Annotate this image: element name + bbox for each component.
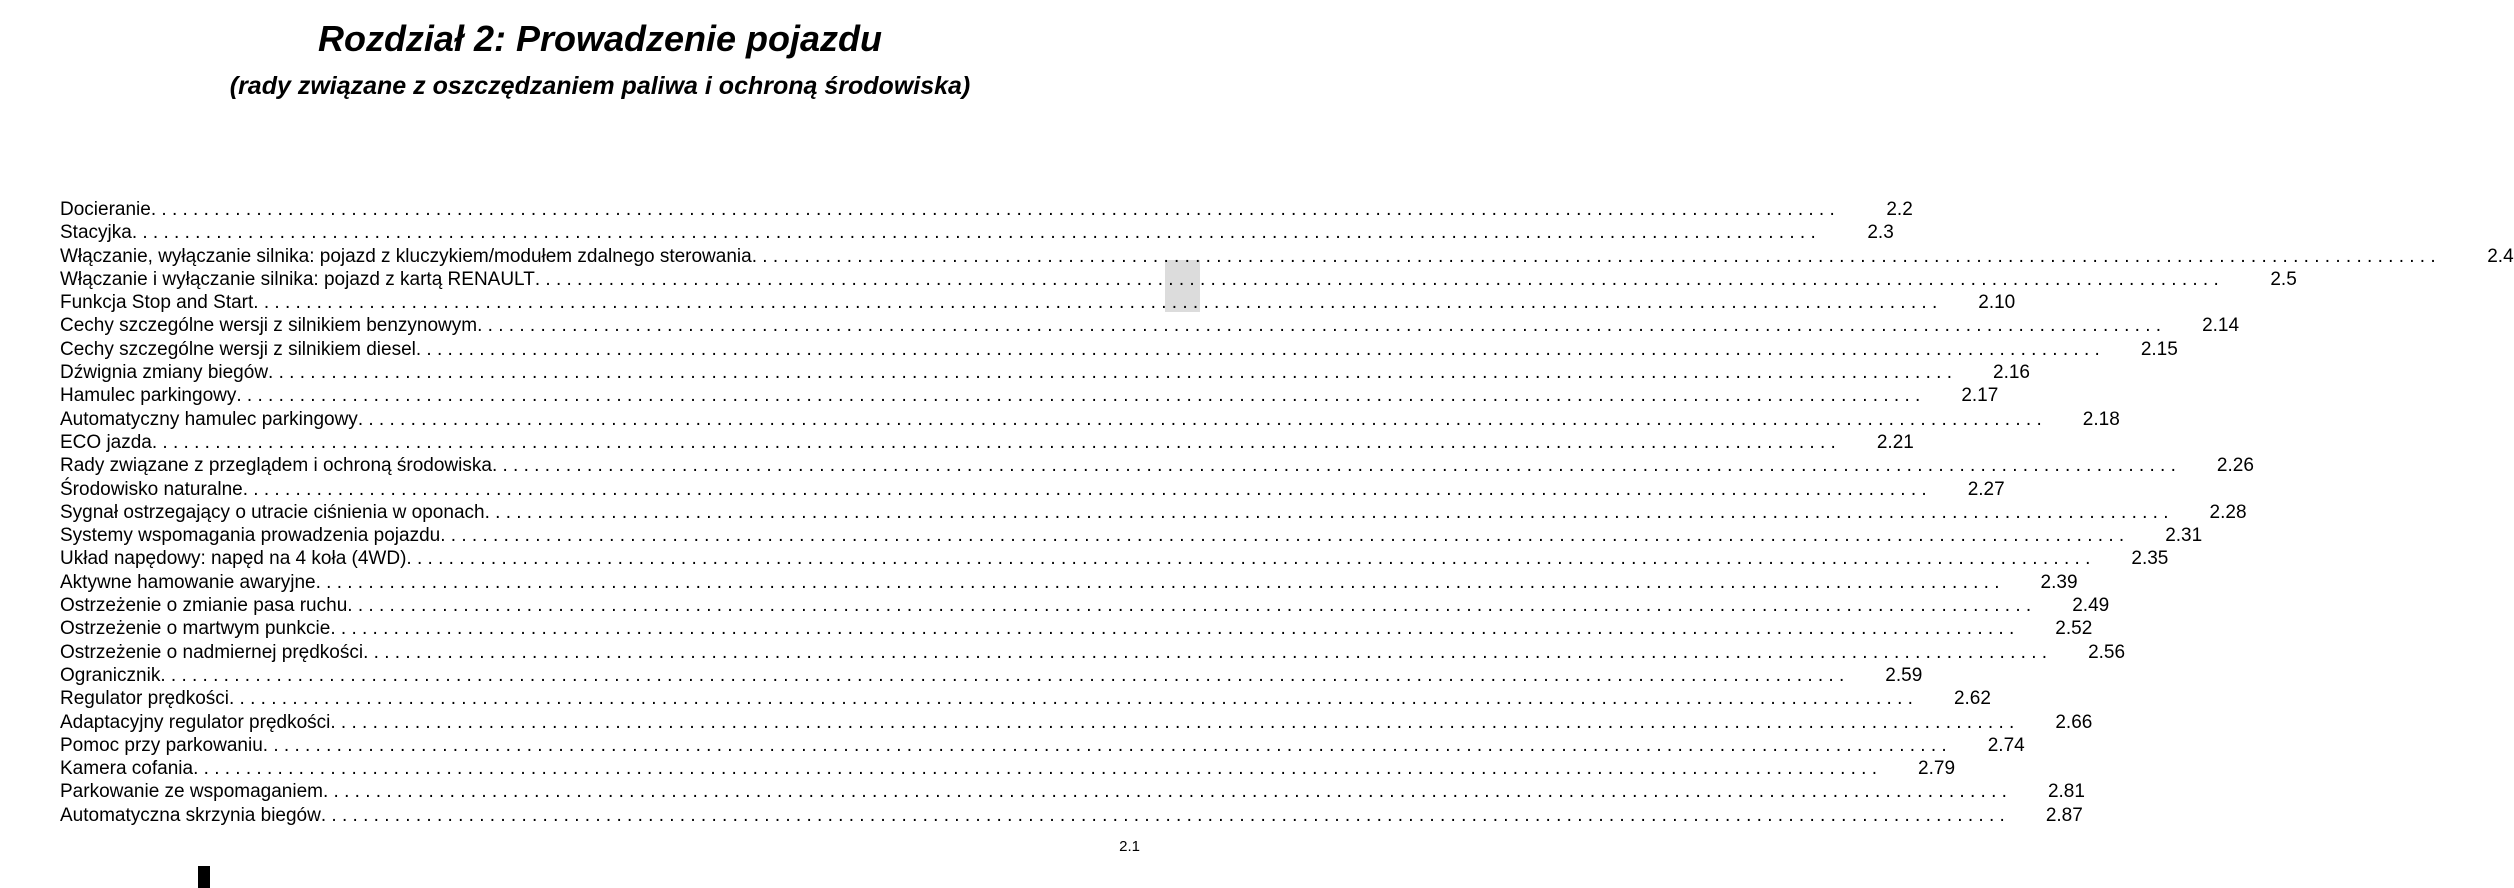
toc-entry-page: 2.16 <box>1993 362 2030 384</box>
toc-entry[interactable] <box>60 454 2254 477</box>
toc-leader-dots: . . . . . . . . . . . . . . . . . . . . . . . . . . . . . . . . . . . . . . . . . . . . . . . . . . . . . . . . . . . . . . . . . . . . . . . . . . . . . . . . . . . . . . . . . . . . . . . . . . . . . . . . . . . . . . . . . . . . . . . . . . . . . . . . . . . . . . . . . . . . . . . . . . . . . . . . . . . . . . . . <box>322 781 2007 803</box>
toc-entry-page: 2.56 <box>2088 641 2126 663</box>
toc-entry-page: 2.39 <box>2040 571 2078 593</box>
toc-entry-label: Ostrzeżenie o nadmiernej prędkości <box>60 641 364 663</box>
toc-entry[interactable] <box>60 338 2178 361</box>
toc-leader-dots: . . . . . . . . . . . . . . . . . . . . . . . . . . . . . . . . . . . . . . . . . . . . . . . . . . . . . . . . . . . . . . . . . . . . . . . . . . . . . . . . . . . . . . . . . . . . . . . . . . . . . . . . . . . . . . . . . . . . . . . . . . . . . . . . . . . . . . . . . . . . . . . . . . . . . . . . . . . . . . . . <box>415 338 2100 360</box>
toc-entry[interactable] <box>60 780 2085 803</box>
toc-leader-dots: . . . . . . . . . . . . . . . . . . . . . . . . . . . . . . . . . . . . . . . . . . . . . . . . . . . . . . . . . . . . . . . . . . . . . . . . . . . . . . . . . . . . . . . . . . . . . . . . . . . . . . . . . . . . . . . . . . . . . . . . . . . . . . . . . . . . . . . . . . . . . . . . . . . . . . . . . . . . . . . . <box>228 688 1913 710</box>
toc-entry-page: 2.10 <box>1978 292 2016 314</box>
toc-entry[interactable] <box>60 594 2110 617</box>
toc-entry-page: 2.27 <box>1967 478 2005 500</box>
toc-entry-label: Cechy szczególne wersji z silnikiem diesel <box>60 338 416 360</box>
toc-leader-dots: . . . . . . . . . . . . . . . . . . . . . . . . . . . . . . . . . . . . . . . . . . . . . . . . . . . . . . . . . . . . . . . . . . . . . . . . . . . . . . . . . . . . . . . . . . . . . . . . . . . . . . . . . . . . . . . . . . . . . . . . . . . . . . . . . . . . . . . . . . . . . . . . . . . . . . . . . . . . . . . . <box>440 525 2125 547</box>
toc-entry[interactable] <box>60 804 2083 827</box>
toc-leader-dots: . . . . . . . . . . . . . . . . . . . . . . . . . . . . . . . . . . . . . . . . . . . . . . . . . . . . . . . . . . . . . . . . . . . . . . . . . . . . . . . . . . . . . . . . . . . . . . . . . . . . . . . . . . . . . . . . . . . . . . . . . . . . . . . . . . . . . . . . . . . . . . . . . . . . . . . . . . . . . . . . <box>268 362 1952 384</box>
chapter-title: Rozdział 2: Prowadzenie pojazdu <box>317 18 883 59</box>
toc-entry-page: 2.28 <box>2209 501 2247 523</box>
toc-entry-page: 2.49 <box>2072 595 2110 617</box>
toc-leader-dots: . . . . . . . . . . . . . . . . . . . . . . . . . . . . . . . . . . . . . . . . . . . . . . . . . . . . . . . . . . . . . . . . . . . . . . . . . . . . . . . . . . . . . . . . . . . . . . . . . . . . . . . . . . . . . . . . . . . . . . . . . . . . . . . . . . . . . . . . . . . . . . . . . . . . . . . . . . . . . . . . <box>320 804 2005 826</box>
toc-entry-label: Automatyczna skrzynia biegów <box>60 804 321 826</box>
toc-entry[interactable] <box>60 757 1956 780</box>
toc-entry[interactable] <box>60 198 1913 221</box>
toc-entry[interactable] <box>60 221 1894 244</box>
toc-leader-dots: . . . . . . . . . . . . . . . . . . . . . . . . . . . . . . . . . . . . . . . . . . . . . . . . . . . . . . . . . . . . . . . . . . . . . . . . . . . . . . . . . . . . . . . . . . . . . . . . . . . . . . . . . . . . . . . . . . . . . . . . . . . . . . . . . . . . . . . . . . . . . . . . . . . . . . . . . . . . . . . . <box>363 641 2048 663</box>
toc-entry-page: 2.18 <box>2082 408 2120 430</box>
toc-entry-label: Regulator prędkości <box>60 688 229 710</box>
chapter-subtitle: (rady związane z oszczędzaniem paliwa i ochroną środowiska) <box>229 72 971 100</box>
toc-leader-dots: . . . . . . . . . . . . . . . . . . . . . . . . . . . . . . . . . . . . . . . . . . . . . . . . . . . . . . . . . . . . . . . . . . . . . . . . . . . . . . . . . . . . . . . . . . . . . . . . . . . . . . . . . . . . . . . . . . . . . . . . . . . . . . . . . . . . . . . . . . . . . . . . . . . . . . . . . . . . . . . . <box>484 501 2169 523</box>
toc-entry-label: Ogranicznik <box>60 664 161 686</box>
toc-entry-label: Ostrzeżenie o zmianie pasa ruchu <box>60 595 348 617</box>
toc-leader-dots: . . . . . . . . . . . . . . . . . . . . . . . . . . . . . . . . . . . . . . . . . . . . . . . . . . . . . . . . . . . . . . . . . . . . . . . . . . . . . . . . . . . . . . . . . . . . . . . . . . . . . . . . . . . . . . . . . . . . . . . . . . . . . . . . . . . . . . . . . . . . . . . . . . . . . . . . . . . . . . . . <box>193 758 1878 780</box>
toc-leader-dots: . . . . . . . . . . . . . . . . . . . . . . . . . . . . . . . . . . . . . . . . . . . . . . . . . . . . . . . . . . . . . . . . . . . . . . . . . . . . . . . . . . . . . . . . . . . . . . . . . . . . . . . . . . . . . . . . . . . . . . . . . . . . . . . . . . . . . . . . . . . . . . . . . . . . . . . . . . . . . . . . <box>236 385 1921 407</box>
toc-entry[interactable] <box>60 524 2203 547</box>
toc-entry-page: 2.59 <box>1885 664 1923 686</box>
toc-entry-page: 2.81 <box>2047 781 2085 803</box>
toc-leader-dots: . . . . . . . . . . . . . . . . . . . . . . . . . . . . . . . . . . . . . . . . . . . . . . . . . . . . . . . . . . . . . . . . . . . . . . . . . . . . . . . . . . . . . . . . . . . . . . . . . . . . . . . . . . . . . . . . . . . . . . . . . . . . . . . . . . . . . . . . . . . . . . . . . . . . . . . . . . . . . . . . <box>330 711 2015 733</box>
toc-entry[interactable] <box>60 384 1999 407</box>
toc-entry-page: 2.52 <box>2055 618 2093 640</box>
toc-entry-page: 2.62 <box>1953 688 1991 710</box>
toc-entry-label: Hamulec parkingowy <box>60 385 237 407</box>
table-of-contents <box>60 198 2514 827</box>
toc-entry-label: Cechy szczególne wersji z silnikiem benzynowym <box>60 315 478 337</box>
toc-entry-label: Pomoc przy parkowaniu <box>60 734 263 756</box>
toc-entry-label: Układ napędowy: napęd na 4 koła (4WD) <box>60 548 407 570</box>
toc-entry[interactable] <box>60 617 2093 640</box>
page-number: 2.1 <box>1119 838 1140 855</box>
toc-entry[interactable] <box>60 314 2240 337</box>
toc-leader-dots: . . . . . . . . . . . . . . . . . . . . . . . . . . . . . . . . . . . . . . . . . . . . . . . . . . . . . . . . . . . . . . . . . . . . . . . . . . . . . . . . . . . . . . . . . . . . . . . . . . . . . . . . . . . . . . . . . . . . . . . . . . . . . . . . . . . . . . . . . . . . . . . . . . . . . . . . . . . . . . . . <box>160 664 1845 686</box>
toc-entry-page: 2.79 <box>1918 758 1956 780</box>
toc-entry-page: 2.3 <box>1867 222 1894 244</box>
toc-leader-dots: . . . . . . . . . . . . . . . . . . . . . . . . . . . . . . . . . . . . . . . . . . . . . . . . . . . . . . . . . . . . . . . . . . . . . . . . . . . . . . . . . . . . . . . . . . . . . . . . . . . . . . . . . . . . . . . . . . . . . . . . . . . . . . . . . . . . . . . . . . . . . . . . . . . . . . . . . . . . . . . . <box>242 478 1927 500</box>
toc-leader-dots: . . . . . . . . . . . . . . . . . . . . . . . . . . . . . . . . . . . . . . . . . . . . . . . . . . . . . . . . . . . . . . . . . . . . . . . . . . . . . . . . . . . . . . . . . . . . . . . . . . . . . . . . . . . . . . . . . . . . . . . . . . . . . . . . . . . . . . . . . . . . . . . . . . . . . . . . . . . . . . . . <box>406 548 2091 570</box>
toc-entry-label: Docieranie <box>60 199 151 220</box>
toc-entry[interactable] <box>60 571 2078 594</box>
toc-entry-label: Włączanie i wyłączanie silnika: pojazd z kartą RENAULT <box>60 268 535 290</box>
toc-leader-dots: . . . . . . . . . . . . . . . . . . . . . . . . . . . . . . . . . . . . . . . . . . . . . . . . . . . . . . . . . . . . . . . . . . . . . . . . . . . . . . . . . . . . . . . . . . . . . . . . . . . . . . . . . . . . . . . . . . . . . . . . . . . . . . . . . . . . . . . . . . . . . . . . . . . . . . . . . . . . . . . . <box>131 222 1816 244</box>
toc-entry[interactable] <box>60 478 2005 501</box>
toc-entry-page: 2.35 <box>2131 548 2169 570</box>
toc-leader-dots: . . . . . . . . . . . . . . . . . . . . . . . . . . . . . . . . . . . . . . . . . . . . . . . . . . . . . . . . . . . . . . . . . . . . . . . . . . . . . . . . . . . . . . . . . . . . . . . . . . . . . . . . . . . . . . . . . . . . . . . . . . . . . . . . . . . . . . . . . . . . . . . . . . . . . . . . . . . . . . . . <box>347 595 2032 617</box>
toc-entry-page: 2.26 <box>2216 455 2254 477</box>
toc-entry-label: Automatyczny hamulec parkingowy <box>60 408 358 430</box>
toc-entry[interactable] <box>60 501 2247 524</box>
toc-leader-dots: . . . . . . . . . . . . . . . . . . . . . . . . . . . . . . . . . . . . . . . . . . . . . . . . . . . . . . . . . . . . . . . . . . . . . . . . . . . . . . . . . . . . . . . . . . . . . . . . . . . . . . . . . . . . . . . . . . . . . . . . . . . . . . . . . . . . . . . . . . . . . . . . . . . . . . . . . . . . . . . . <box>253 292 1938 314</box>
toc-entry-label: Funkcja Stop and Start <box>60 292 254 314</box>
toc-entry-page: 2.17 <box>1961 385 1999 407</box>
toc-entry-label: Stacyjka <box>60 222 132 244</box>
toc-entry-label: Środowisko naturalne <box>60 478 243 500</box>
toc-entry[interactable] <box>60 641 2126 664</box>
toc-leader-dots: . . . . . . . . . . . . . . . . . . . . . . . . . . . . . . . . . . . . . . . . . . . . . . . . . . . . . . . . . . . . . . . . . . . . . . . . . . . . . . . . . . . . . . . . . . . . . . . . . . . . . . . . . . . . . . . . . . . . . . . . . . . . . . . . . . . . . . . . . . . . . . . . . . . . . . . . . . . . . . . . <box>330 618 2015 640</box>
toc-entry-label: Ostrzeżenie o martwym punkcie <box>60 618 331 640</box>
crop-mark <box>198 866 210 888</box>
toc-entry-page: 2.14 <box>2202 315 2240 337</box>
toc-entry-label: Włączanie, wyłączanie silnika: pojazd z kluczykiem/modułem zdalnego sterowania <box>60 245 752 267</box>
toc-leader-dots: . . . . . . . . . . . . . . . . . . . . . . . . . . . . . . . . . . . . . . . . . . . . . . . . . . . . . . . . . . . . . . . . . . . . . . . . . . . . . . . . . . . . . . . . . . . . . . . . . . . . . . . . . . . . . . . . . . . . . . . . . . . . . . . . . . . . . . . . . . . . . . . . . . . . . . . . . . . . . . . . <box>477 315 2162 337</box>
toc-entry-label: Sygnał ostrzegający o utracie ciśnienia w oponach <box>60 501 485 523</box>
toc-leader-dots: . . . . . . . . . . . . . . . . . . . . . . . . . . . . . . . . . . . . . . . . . . . . . . . . . . . . . . . . . . . . . . . . . . . . . . . . . . . . . . . . . . . . . . . . . . . . . . . . . . . . . . . . . . . . . . . . . . . . . . . . . . . . . . . . . . . . . . . . . . . . . . . . . . . . . . . . . . . . . . . . <box>262 734 1947 756</box>
toc-leader-dots: . . . . . . . . . . . . . . . . . . . . . . . . . . . . . . . . . . . . . . . . . . . . . . . . . . . . . . . . . . . . . . . . . . . . . . . . . . . . . . . . . . . . . . . . . . . . . . . . . . . . . . . . . . . . . . . . . . . . . . . . . . . . . . . . . . . . . . . . . . . . . . . . . . . . . . . . . . . . . . . . <box>315 571 2000 593</box>
toc-entry[interactable] <box>60 547 2169 570</box>
toc-leader-dots: . . . . . . . . . . . . . . . . . . . . . . . . . . . . . . . . . . . . . . . . . . . . . . . . . . . . . . . . . . . . . . . . . . . . . . . . . . . . . . . . . . . . . . . . . . . . . . . . . . . . . . . . . . . . . . . . . . . . . . . . . . . . . . . . . . . . . . . . . . . . . . . . . . . . . . . . . . . . . . . . <box>150 199 1835 220</box>
toc-entry[interactable] <box>60 361 2030 384</box>
toc-entry[interactable] <box>60 408 2120 431</box>
toc-entry[interactable] <box>60 687 1991 710</box>
toc-leader-dots: . . . . . . . . . . . . . . . . . . . . . . . . . . . . . . . . . . . . . . . . . . . . . . . . . . . . . . . . . . . . . . . . . . . . . . . . . . . . . . . . . . . . . . . . . . . . . . . . . . . . . . . . . . . . . . . . . . . . . . . . . . . . . . . . . . . . . . . . . . . . . . . . . . . . . . . . . . . . . . . . <box>751 245 2436 267</box>
toc-entry[interactable] <box>60 431 1914 454</box>
toc-entry-page: 2.21 <box>1876 431 1914 453</box>
toc-leader-dots: . . . . . . . . . . . . . . . . . . . . . . . . . . . . . . . . . . . . . . . . . . . . . . . . . . . . . . . . . . . . . . . . . . . . . . . . . . . . . . . . . . . . . . . . . . . . . . . . . . . . . . . . . . . . . . . . . . . . . . . . . . . . . . . . . . . . . . . . . . . . . . . . . . . . . . . . . . . . . . . . <box>491 455 2176 477</box>
toc-entry-page: 2.66 <box>2055 711 2093 733</box>
toc-leader-dots: . . . . . . . . . . . . . . . . . . . . . . . . . . . . . . . . . . . . . . . . . . . . . . . . . . . . . . . . . . . . . . . . . . . . . . . . . . . . . . . . . . . . . . . . . . . . . . . . . . . . . . . . . . . . . . . . . . . . . . . . . . . . . . . . . . . . . . . . . . . . . . . . . . . . . . . . . . . . . . . . <box>534 268 2219 290</box>
toc-entry-label: Aktywne hamowanie awaryjne <box>60 571 316 593</box>
toc-entry-label: ECO jazda <box>60 431 152 453</box>
toc-entry-page: 2.2 <box>1886 199 1913 220</box>
toc-entry-label: Rady związane z przeglądem i ochroną środowiska <box>60 455 492 477</box>
toc-entry[interactable] <box>60 664 1923 687</box>
toc-entry-label: Adaptacyjny regulator prędkości <box>60 711 331 733</box>
toc-entry[interactable] <box>60 734 2025 757</box>
toc-entry[interactable] <box>60 245 2514 268</box>
toc-leader-dots: . . . . . . . . . . . . . . . . . . . . . . . . . . . . . . . . . . . . . . . . . . . . . . . . . . . . . . . . . . . . . . . . . . . . . . . . . . . . . . . . . . . . . . . . . . . . . . . . . . . . . . . . . . . . . . . . . . . . . . . . . . . . . . . . . . . . . . . . . . . . . . . . . . . . . . . . . . . . . . . . <box>357 408 2042 430</box>
toc-entry-label: Dźwignia zmiany biegów <box>60 362 269 384</box>
toc-entry-page: 2.74 <box>1987 734 2025 756</box>
toc-entry-page: 2.5 <box>2270 268 2297 290</box>
toc-entry-label: Systemy wspomagania prowadzenia pojazdu <box>60 525 441 547</box>
toc-entry[interactable] <box>60 711 2093 734</box>
toc-entry-label: Parkowanie ze wspomaganiem <box>60 781 323 803</box>
toc-entry-page: 2.15 <box>2140 338 2178 360</box>
toc-entry-page: 2.31 <box>2165 525 2203 547</box>
toc-leader-dots: . . . . . . . . . . . . . . . . . . . . . . . . . . . . . . . . . . . . . . . . . . . . . . . . . . . . . . . . . . . . . . . . . . . . . . . . . . . . . . . . . . . . . . . . . . . . . . . . . . . . . . . . . . . . . . . . . . . . . . . . . . . . . . . . . . . . . . . . . . . . . . . . . . . . . . . . . . . . . . . . <box>151 431 1836 453</box>
toc-entry[interactable] <box>60 291 2016 314</box>
toc-entry-page: 2.4 <box>2487 245 2514 267</box>
toc-entry-label: Kamera cofania <box>60 758 194 780</box>
toc-entry-page: 2.87 <box>2045 804 2083 826</box>
toc-entry[interactable] <box>60 268 2297 291</box>
